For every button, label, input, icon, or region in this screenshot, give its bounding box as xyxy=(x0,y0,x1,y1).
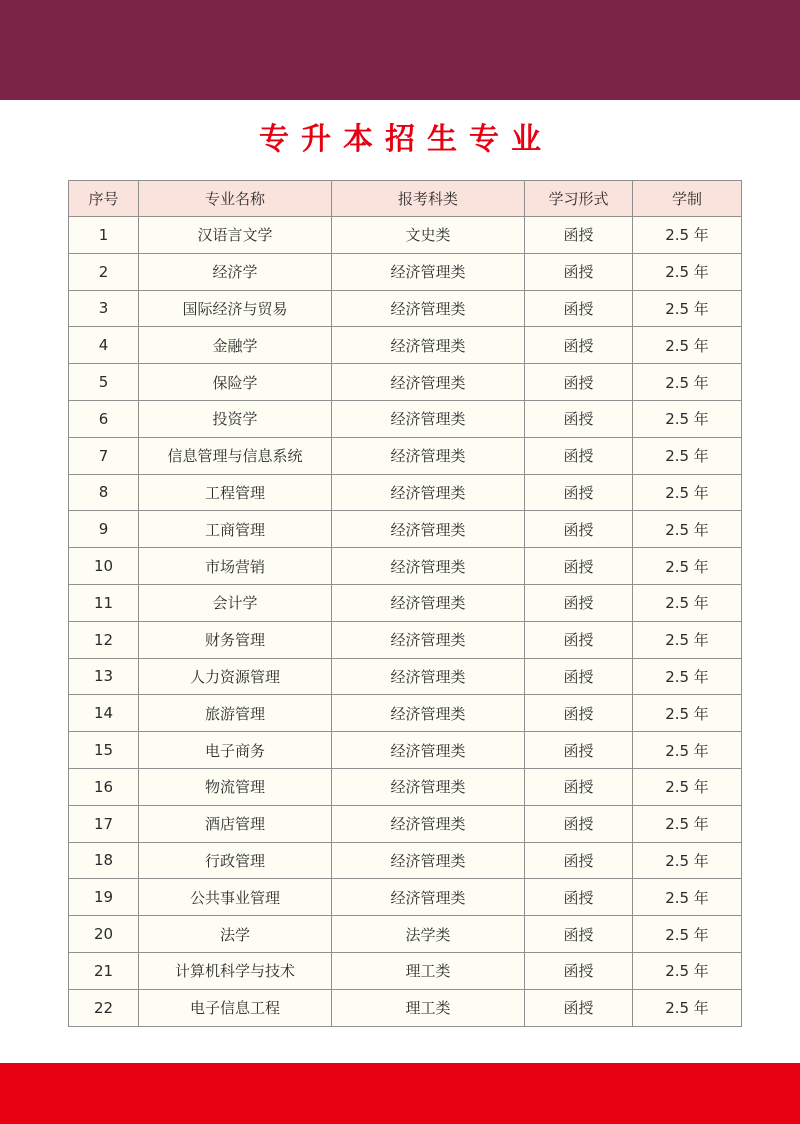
cell-index: 20 xyxy=(69,916,139,953)
table-row xyxy=(69,805,742,842)
cell-index: 21 xyxy=(69,952,139,989)
cell-category: 经济管理类 xyxy=(332,732,525,769)
cell-study-mode: 函授 xyxy=(525,768,633,805)
cell-duration: 2.5 年 xyxy=(633,474,742,511)
cell-study-mode: 函授 xyxy=(525,511,633,548)
table-row xyxy=(69,217,742,254)
cell-category: 经济管理类 xyxy=(332,400,525,437)
header-duration: 学制 xyxy=(633,181,742,217)
cell-study-mode: 函授 xyxy=(525,400,633,437)
cell-major-name: 信息管理与信息系统 xyxy=(139,437,332,474)
cell-category: 经济管理类 xyxy=(332,584,525,621)
table-row xyxy=(69,732,742,769)
cell-study-mode: 函授 xyxy=(525,548,633,585)
cell-major-name: 会计学 xyxy=(139,584,332,621)
cell-study-mode: 函授 xyxy=(525,253,633,290)
cell-duration: 2.5 年 xyxy=(633,511,742,548)
cell-duration: 2.5 年 xyxy=(633,327,742,364)
table-row xyxy=(69,842,742,879)
cell-study-mode: 函授 xyxy=(525,621,633,658)
cell-index: 17 xyxy=(69,805,139,842)
cell-category: 文史类 xyxy=(332,217,525,254)
cell-major-name: 酒店管理 xyxy=(139,805,332,842)
cell-index: 9 xyxy=(69,511,139,548)
cell-category: 经济管理类 xyxy=(332,695,525,732)
cell-category: 经济管理类 xyxy=(332,658,525,695)
cell-index: 18 xyxy=(69,842,139,879)
cell-study-mode: 函授 xyxy=(525,916,633,953)
cell-major-name: 行政管理 xyxy=(139,842,332,879)
table-row xyxy=(69,474,742,511)
cell-duration: 2.5 年 xyxy=(633,916,742,953)
cell-major-name: 汉语言文学 xyxy=(139,217,332,254)
cell-category: 经济管理类 xyxy=(332,842,525,879)
header-index: 序号 xyxy=(69,181,139,217)
cell-duration: 2.5 年 xyxy=(633,400,742,437)
cell-category: 经济管理类 xyxy=(332,805,525,842)
header-category: 报考科类 xyxy=(332,181,525,217)
cell-duration: 2.5 年 xyxy=(633,952,742,989)
cell-study-mode: 函授 xyxy=(525,364,633,401)
cell-category: 经济管理类 xyxy=(332,879,525,916)
table-row xyxy=(69,879,742,916)
cell-category: 经济管理类 xyxy=(332,437,525,474)
table-row xyxy=(69,437,742,474)
cell-category: 理工类 xyxy=(332,989,525,1026)
cell-index: 13 xyxy=(69,658,139,695)
cell-major-name: 工程管理 xyxy=(139,474,332,511)
cell-index: 16 xyxy=(69,768,139,805)
cell-index: 2 xyxy=(69,253,139,290)
cell-study-mode: 函授 xyxy=(525,217,633,254)
cell-study-mode: 函授 xyxy=(525,989,633,1026)
cell-major-name: 国际经济与贸易 xyxy=(139,290,332,327)
header-study-mode: 学习形式 xyxy=(525,181,633,217)
cell-major-name: 人力资源管理 xyxy=(139,658,332,695)
cell-duration: 2.5 年 xyxy=(633,842,742,879)
cell-index: 22 xyxy=(69,989,139,1026)
cell-duration: 2.5 年 xyxy=(633,989,742,1026)
cell-study-mode: 函授 xyxy=(525,695,633,732)
cell-study-mode: 函授 xyxy=(525,474,633,511)
cell-duration: 2.5 年 xyxy=(633,364,742,401)
table-row xyxy=(69,989,742,1026)
cell-index: 11 xyxy=(69,584,139,621)
cell-index: 1 xyxy=(69,217,139,254)
table-header-row xyxy=(69,181,742,217)
cell-duration: 2.5 年 xyxy=(633,253,742,290)
table-row xyxy=(69,400,742,437)
table-body xyxy=(69,217,742,1027)
cell-study-mode: 函授 xyxy=(525,805,633,842)
table-row xyxy=(69,327,742,364)
cell-duration: 2.5 年 xyxy=(633,548,742,585)
cell-index: 7 xyxy=(69,437,139,474)
cell-category: 经济管理类 xyxy=(332,290,525,327)
cell-study-mode: 函授 xyxy=(525,584,633,621)
table-row xyxy=(69,253,742,290)
cell-index: 10 xyxy=(69,548,139,585)
cell-duration: 2.5 年 xyxy=(633,879,742,916)
cell-category: 经济管理类 xyxy=(332,253,525,290)
cell-major-name: 计算机科学与技术 xyxy=(139,952,332,989)
cell-category: 经济管理类 xyxy=(332,548,525,585)
cell-duration: 2.5 年 xyxy=(633,437,742,474)
cell-study-mode: 函授 xyxy=(525,658,633,695)
cell-category: 理工类 xyxy=(332,952,525,989)
cell-index: 14 xyxy=(69,695,139,732)
cell-duration: 2.5 年 xyxy=(633,217,742,254)
cell-study-mode: 函授 xyxy=(525,290,633,327)
cell-major-name: 工商管理 xyxy=(139,511,332,548)
table-row xyxy=(69,952,742,989)
cell-duration: 2.5 年 xyxy=(633,732,742,769)
cell-duration: 2.5 年 xyxy=(633,768,742,805)
cell-study-mode: 函授 xyxy=(525,952,633,989)
cell-major-name: 财务管理 xyxy=(139,621,332,658)
cell-study-mode: 函授 xyxy=(525,437,633,474)
cell-major-name: 公共事业管理 xyxy=(139,879,332,916)
cell-major-name: 旅游管理 xyxy=(139,695,332,732)
cell-duration: 2.5 年 xyxy=(633,584,742,621)
cell-major-name: 物流管理 xyxy=(139,768,332,805)
cell-category: 经济管理类 xyxy=(332,511,525,548)
cell-index: 3 xyxy=(69,290,139,327)
cell-index: 8 xyxy=(69,474,139,511)
bottom-banner xyxy=(0,1063,800,1124)
cell-study-mode: 函授 xyxy=(525,842,633,879)
table-row xyxy=(69,768,742,805)
table-row xyxy=(69,290,742,327)
cell-duration: 2.5 年 xyxy=(633,290,742,327)
cell-category: 经济管理类 xyxy=(332,768,525,805)
cell-major-name: 法学 xyxy=(139,916,332,953)
top-banner xyxy=(0,0,800,100)
cell-major-name: 经济学 xyxy=(139,253,332,290)
cell-study-mode: 函授 xyxy=(525,879,633,916)
cell-category: 经济管理类 xyxy=(332,364,525,401)
table-row xyxy=(69,511,742,548)
table-row xyxy=(69,621,742,658)
cell-index: 4 xyxy=(69,327,139,364)
cell-category: 经济管理类 xyxy=(332,621,525,658)
cell-major-name: 投资学 xyxy=(139,400,332,437)
table-row xyxy=(69,364,742,401)
cell-category: 经济管理类 xyxy=(332,327,525,364)
table-row xyxy=(69,695,742,732)
cell-index: 15 xyxy=(69,732,139,769)
cell-duration: 2.5 年 xyxy=(633,621,742,658)
table-row xyxy=(69,916,742,953)
cell-major-name: 保险学 xyxy=(139,364,332,401)
cell-category: 经济管理类 xyxy=(332,474,525,511)
page-title: 专升本招生专业 xyxy=(259,122,553,157)
cell-duration: 2.5 年 xyxy=(633,695,742,732)
cell-duration: 2.5 年 xyxy=(633,658,742,695)
cell-index: 19 xyxy=(69,879,139,916)
cell-index: 6 xyxy=(69,400,139,437)
cell-major-name: 电子信息工程 xyxy=(139,989,332,1026)
cell-category: 法学类 xyxy=(332,916,525,953)
table-row xyxy=(69,584,742,621)
cell-major-name: 金融学 xyxy=(139,327,332,364)
majors-table xyxy=(68,180,742,1027)
cell-duration: 2.5 年 xyxy=(633,805,742,842)
header-major-name: 专业名称 xyxy=(139,181,332,217)
cell-major-name: 市场营销 xyxy=(139,548,332,585)
table-row xyxy=(69,658,742,695)
cell-study-mode: 函授 xyxy=(525,732,633,769)
cell-index: 5 xyxy=(69,364,139,401)
table-row xyxy=(69,548,742,585)
cell-study-mode: 函授 xyxy=(525,327,633,364)
cell-major-name: 电子商务 xyxy=(139,732,332,769)
cell-index: 12 xyxy=(69,621,139,658)
